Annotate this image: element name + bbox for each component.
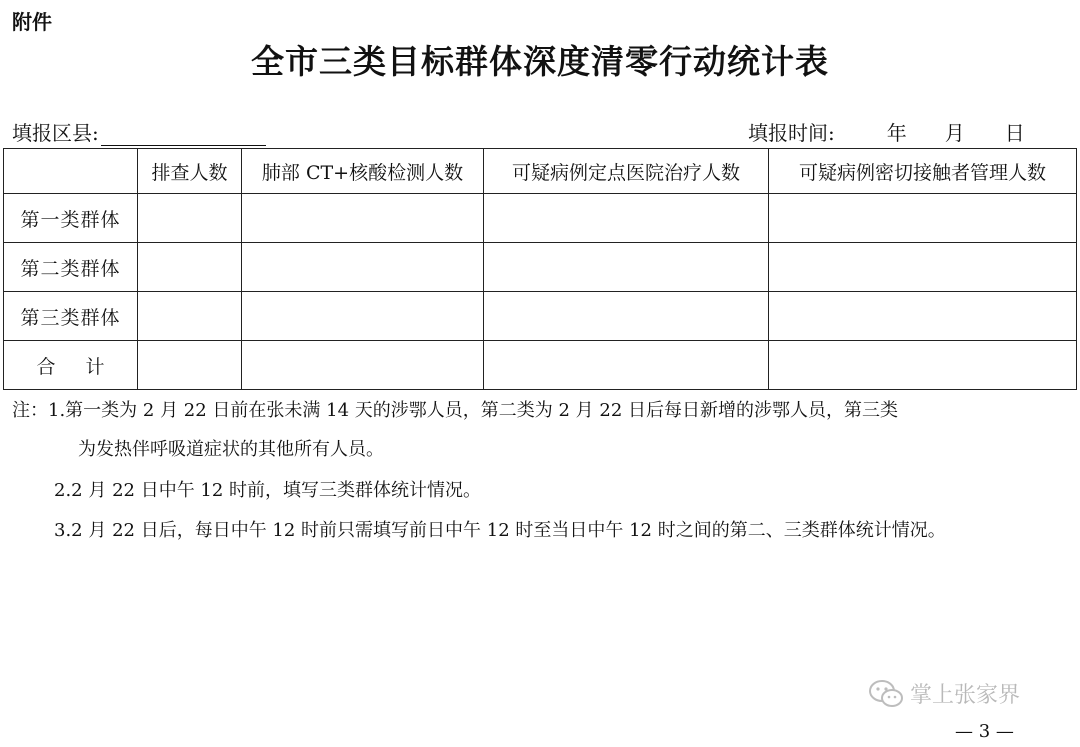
report-time-label: 填报时间: (748, 121, 835, 145)
district-field (12, 117, 266, 146)
table-cell (484, 243, 769, 292)
total-label-part-2: 计 (85, 355, 105, 378)
table-cell (138, 292, 242, 341)
note-1-continued: 为发热伴呼吸道症状的其他所有人员。 (78, 439, 384, 460)
header-suspected-treatment-count: 可疑病例定点医院治疗人数 (484, 149, 769, 194)
row-label-total (4, 341, 138, 390)
table-cell (138, 341, 242, 390)
wechat-icon (868, 679, 904, 709)
district-blank-line (101, 123, 266, 146)
watermark-text: 掌上张家界 (910, 683, 1021, 708)
table-cell (138, 194, 242, 243)
table-cell (138, 243, 242, 292)
table-cell (242, 243, 484, 292)
statistics-table (3, 148, 1077, 390)
header-screened-count: 排查人数 (138, 149, 242, 194)
table-row-total (4, 341, 1077, 390)
table-cell (769, 194, 1077, 243)
table-cell (484, 292, 769, 341)
year-label: 年 (886, 121, 907, 145)
page-number: — 3 — (955, 721, 1014, 742)
month-label: 月 (944, 121, 965, 145)
note-1: 注：1.第一类为 2 月 22 日前在张未满 14 天的涉鄂人员，第二类为 2 月 22 日后每日新增的涉鄂人员，第三类 (12, 400, 899, 421)
header-ct-nucleic-test-count: 肺部 CT+核酸检测人数 (242, 149, 484, 194)
table-cell (242, 292, 484, 341)
day-label: 日 (1004, 121, 1025, 145)
table-cell (242, 341, 484, 390)
table-cell (769, 341, 1077, 390)
report-time-field (748, 117, 1025, 146)
note-3: 3.2 月 22 日后，每日中午 12 时前只需填写前日中午 12 时至当日中午 12 时之间的第二、三类群体统计情况。 (54, 520, 946, 541)
table-row (4, 194, 1077, 243)
attachment-label: 附件 (12, 10, 52, 34)
table-row (4, 292, 1077, 341)
table-cell (484, 341, 769, 390)
table-header-row (4, 149, 1077, 194)
table-cell (242, 194, 484, 243)
row-label-group-3: 第三类群体 (4, 292, 138, 341)
row-label-group-1: 第一类群体 (4, 194, 138, 243)
total-label-part-1: 合 (36, 355, 56, 378)
watermark (868, 678, 1020, 709)
page-title: 全市三类目标群体深度清零行动统计表 (251, 42, 829, 81)
note-2: 2.2 月 22 日中午 12 时前，填写三类群体统计情况。 (54, 480, 482, 501)
table-cell (484, 194, 769, 243)
district-label: 填报区县: (12, 121, 99, 145)
header-corner-cell (4, 149, 138, 194)
table-cell (769, 243, 1077, 292)
row-label-group-2: 第二类群体 (4, 243, 138, 292)
table-cell (769, 292, 1077, 341)
table-row (4, 243, 1077, 292)
header-close-contact-count: 可疑病例密切接触者管理人数 (769, 149, 1077, 194)
